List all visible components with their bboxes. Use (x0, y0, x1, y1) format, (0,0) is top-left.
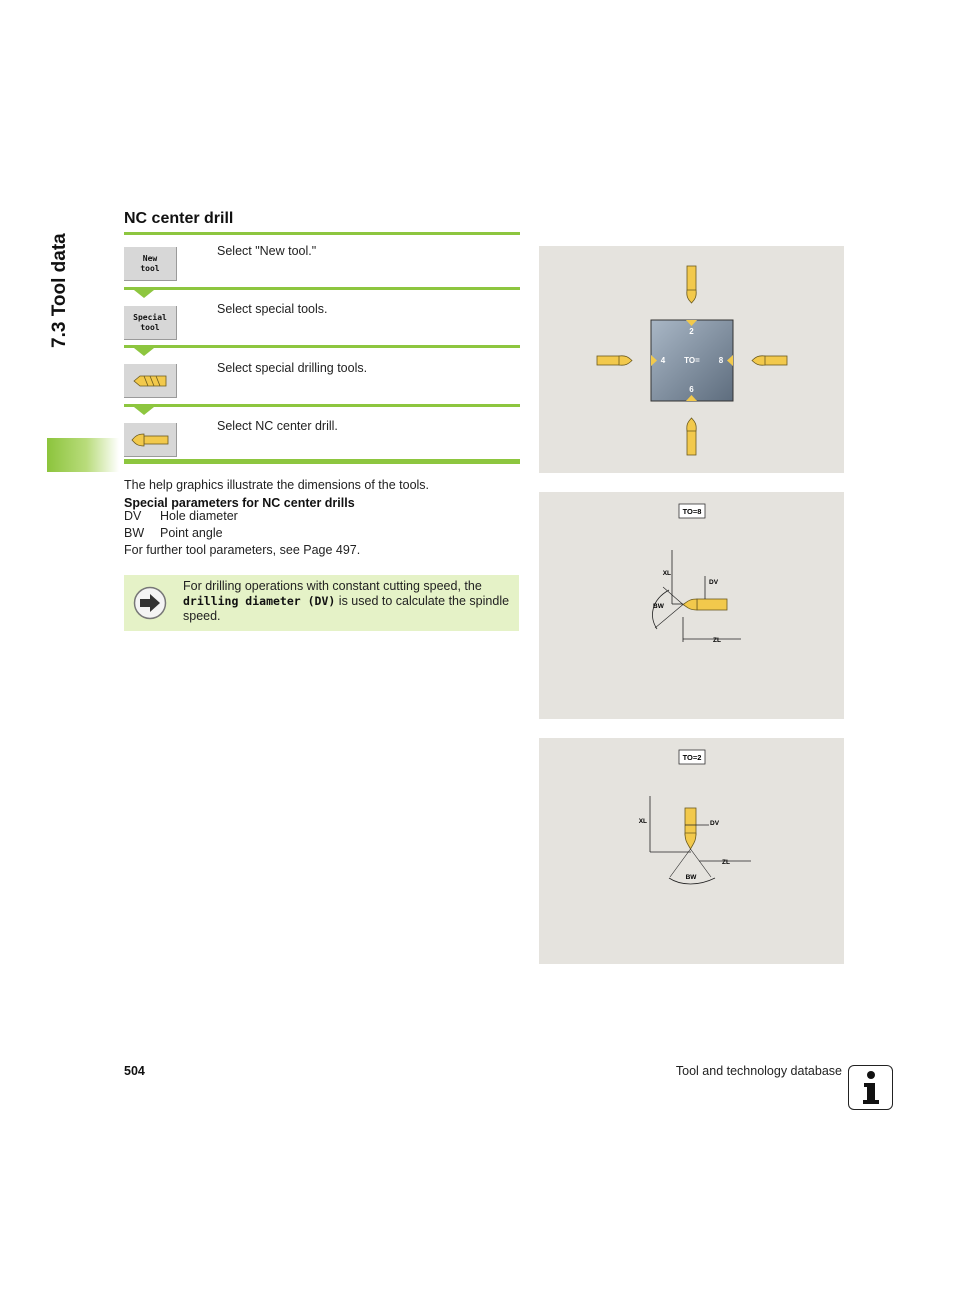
divider-line (124, 287, 520, 290)
center-drill-icon (597, 356, 632, 365)
center-drill-icon (687, 266, 696, 303)
divider-line (124, 459, 520, 464)
step-text: Select special tools. (217, 302, 328, 316)
xl-label: XL (638, 818, 647, 825)
orientation-box-label: TO=2 (682, 753, 702, 762)
new-tool-softkey[interactable]: New tool (124, 247, 177, 281)
divider-line (124, 345, 520, 348)
note-box (124, 575, 519, 631)
step-arrow-icon (134, 348, 154, 356)
arrow-right-icon (133, 586, 167, 620)
page-number: 504 (124, 1064, 145, 1078)
special-tool-softkey[interactable]: Special tool (124, 306, 177, 340)
step-text: Select special drilling tools. (217, 361, 368, 375)
drill-bit-icon (130, 371, 170, 391)
step-arrow-icon (134, 290, 154, 298)
further-params-text: For further tool parameters, see Page 497. (124, 543, 361, 557)
note-code: drilling diameter (DV) (183, 594, 336, 608)
param-code: DV (124, 509, 142, 523)
orientation-label: TO= (684, 356, 700, 365)
special-drilling-tools-softkey[interactable] (124, 364, 177, 398)
figure-dimensions-to2 (539, 738, 844, 964)
params-heading: Special parameters for NC center drills (124, 496, 355, 510)
param-code: BW (124, 526, 145, 540)
nc-center-drill-softkey[interactable] (124, 423, 177, 457)
param-desc: Hole diameter (160, 509, 238, 523)
divider-line (124, 404, 520, 407)
orientation-label: 6 (689, 385, 694, 394)
chapter-tab-marker (47, 438, 119, 472)
intro-text: The help graphics illustrate the dimensions of the tools. (124, 478, 430, 492)
bw-label: BW (653, 603, 664, 610)
figure-dimensions-to8 (539, 492, 844, 719)
note-text: For drilling operations with constant cutting speed, the drilling diameter (DV) is used to calculate the spindle speed. (183, 579, 510, 623)
footer-title: Tool and technology database (675, 1064, 842, 1078)
dv-label: DV (710, 820, 720, 827)
xl-label: XL (662, 570, 671, 577)
step-text: Select "New tool." (217, 244, 317, 258)
section-heading: NC center drill (124, 210, 234, 227)
dv-label: DV (709, 579, 719, 586)
center-drill-icon (752, 356, 787, 365)
orientation-label: 8 (718, 356, 724, 365)
zl-label: ZL (713, 637, 721, 644)
orientation-label: 2 (689, 327, 694, 336)
center-drill-icon (130, 430, 170, 450)
param-desc: Point angle (160, 526, 223, 540)
step-arrow-icon (134, 407, 154, 415)
center-drill-icon (687, 418, 696, 455)
divider-line (124, 232, 520, 235)
orientation-box-label: TO=8 (682, 507, 702, 516)
chapter-title: 7.3 Tool data (49, 233, 70, 348)
orientation-label: 4 (660, 356, 666, 365)
bw-label: BW (685, 874, 697, 881)
step-text: Select NC center drill. (217, 419, 338, 433)
figure-tool-orientation (539, 246, 844, 473)
info-icon (848, 1065, 893, 1110)
zl-label: ZL (722, 859, 730, 866)
